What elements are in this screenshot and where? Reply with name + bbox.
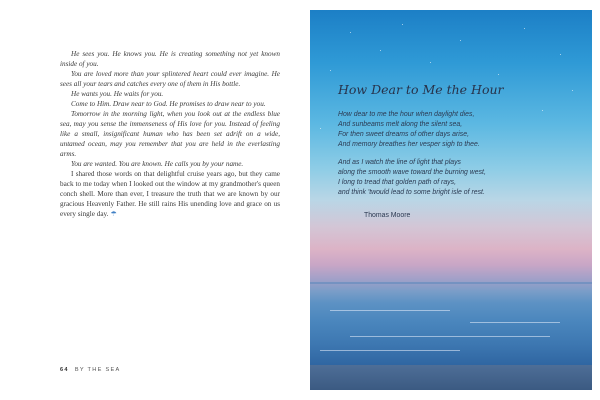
star-decoration (498, 74, 499, 75)
horizon-line (310, 282, 592, 284)
star-decoration (402, 24, 403, 25)
star-decoration (430, 62, 431, 63)
wave-highlight (470, 322, 560, 323)
paragraph-closing-text: I shared those words on that delightful cruise years ago, but they came back to me today when I looked out the window at my grandmother's queen conch shell. More than ever, I treasure the truth that we are known by our gracious Heavenly Father. He still rains His unending love and grace on us every single day. (60, 170, 280, 218)
poem-line: along the smooth wave toward the burning west, (338, 169, 486, 176)
poem-line: How dear to me the hour when daylight dies, (338, 111, 475, 118)
page-footer (60, 367, 121, 373)
paragraph: You are loved more than your splintered heart could ever imagine. He sees all your tears and catches every one of them in His bottle. (60, 70, 280, 88)
star-decoration (330, 70, 331, 71)
body-text (60, 49, 280, 219)
poem-line: and think 'twould lead to some bright isle of rest. (338, 189, 485, 196)
star-decoration (572, 90, 573, 91)
right-page (300, 0, 600, 400)
paragraph: Tomorrow in the morning light, when you look out at the endless blue sea, may you sense the immenseness of His love for you. Instead of feeling like a small, insignificant human who has been set adrift on a wide, untamed ocean, may you remember that you are held in the everlasting arms. (60, 110, 280, 158)
poem-stanza (338, 110, 568, 150)
star-decoration (380, 50, 381, 51)
paragraph: He sees you. He knows you. He is creating something not yet known inside of you. (60, 50, 280, 68)
shoreline (310, 365, 592, 390)
wave-highlight (350, 336, 550, 337)
running-title: BY THE SEA (74, 367, 121, 373)
paragraph: He wants you. He waits for you. (71, 90, 164, 98)
poem-author: Thomas Moore (364, 212, 411, 219)
paragraph: You are wanted. You are known. He calls you by your name. (71, 160, 244, 168)
poem-line: For then sweet dreams of other days arise, (338, 131, 469, 138)
star-decoration (350, 32, 351, 33)
wave-highlight (330, 310, 450, 311)
star-decoration (320, 128, 321, 129)
poem-line: And memory breathes her vesper sigh to thee. (338, 141, 480, 148)
wave-highlight (320, 350, 460, 351)
star-decoration (560, 54, 561, 55)
umbrella-icon: ☂ (110, 210, 117, 218)
poem-title: How Dear to Me the Hour (338, 82, 504, 97)
star-decoration (460, 40, 461, 41)
page-number: 64 (60, 367, 69, 373)
poem-line: And as I watch the line of light that plays (338, 159, 461, 166)
star-decoration (524, 28, 525, 29)
poem-line: I long to tread that golden path of rays, (338, 179, 456, 186)
poem-stanza (338, 158, 568, 198)
paragraph-closing (60, 169, 280, 219)
poem-line: And sunbeams melt along the silent sea, (338, 121, 463, 128)
poem (338, 110, 568, 206)
paragraph: Come to Him. Draw near to God. He promises to draw near to you. (71, 100, 266, 108)
